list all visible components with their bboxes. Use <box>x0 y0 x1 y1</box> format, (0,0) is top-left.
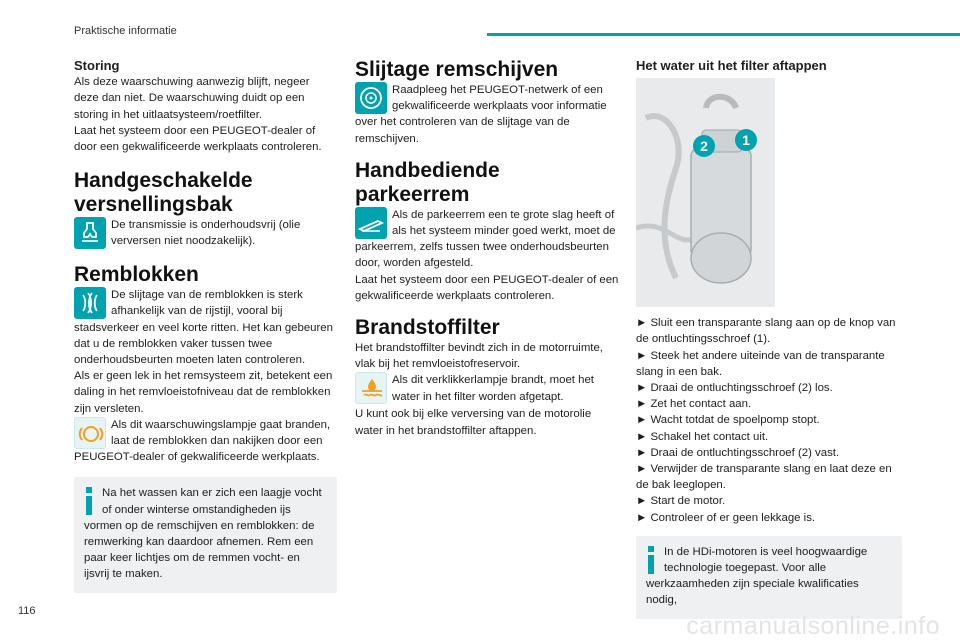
pads-text: De slijtage van de remblokken is sterk afhankelijk van de rijstijl, vooral bij stadsverkeer en veel korte ritten. Het kan gebeuren dat u de remblokken vaker tussen twee onderhoudsbeurten moeten laten controleren. <box>74 289 333 367</box>
page-number: 116 <box>18 605 36 617</box>
parking-brake-icon <box>355 207 387 239</box>
step-item: ► Verwijder de transparante slang en laat deze en de bak leeglopen. <box>636 463 892 492</box>
step-item: ► Wacht totdat de spoelpomp stopt. <box>636 414 820 427</box>
header-accent-bar <box>487 33 960 36</box>
header-title: Praktische informatie <box>74 25 177 37</box>
column-3 <box>636 58 902 619</box>
drain-steps <box>636 315 902 526</box>
parking-text-2: Laat het systeem door een PEUGEOT-dealer of een gekwalificeerde werkplaats controleren. <box>355 273 619 302</box>
column-1 <box>74 58 337 593</box>
storing-text: Als deze waarschuwing aanwezig blijft, negeer deze dan niet. De waarschuwing duidt op een storing in het uitlaatsysteem/roetfilter. <box>74 76 310 121</box>
info-box-text: In de HDi-motoren is veel hoogwaardige technologie toegepast. Voor alle werkzaamheden zijn speciale kwalificaties nodig, <box>646 545 868 607</box>
parking-text: Als de parkeerrem een te grote slag heeft of als het systeem minder goed werkt, moet de parkeerrem, zelfs tussen twee onderhoudsbeurten door, worden afgesteld. <box>355 208 616 270</box>
brake-pads-icon <box>74 287 106 319</box>
parking-title: Handbediende parkeerrem <box>355 158 500 206</box>
brake-disc-icon <box>355 82 387 114</box>
pads-text-2: Als er geen lek in het remsysteem zit, betekent een daling in het remvloeistofniveau dat de remblokken zijn versleten. <box>74 370 333 415</box>
discs-text: Raadpleeg het PEUGEOT-netwerk of een gekwalificeerde werkplaats voor informatie over het controleren van de slijtage van de remschijven. <box>355 84 607 145</box>
pads-warning-text: Als dit waarschuwingslampje gaat branden, laat de remblokken dan nakijken door een PEUGEOT-dealer of gekwalificeerde werkplaats. <box>74 418 331 464</box>
step-item: ► Draai de ontluchtingsschroef (2) vast. <box>636 446 840 459</box>
step-item: ► Steek het andere uiteinde van de transparante slang in een bak. <box>636 349 885 378</box>
fuel-text-2: U kunt ook bij elke verversing van de motorolie water in het brandstoffilter aftappen. <box>355 408 592 437</box>
fuel-text: Het brandstoffilter bevindt zich in de motorruimte, vlak bij het remvloeistofreservoir. <box>355 342 603 371</box>
fuel-filter-illustration <box>636 78 775 307</box>
info-box-hdi <box>636 536 902 619</box>
gearbox-title: Handgeschakelde versnellingsbak <box>74 169 253 217</box>
watermark: carmanualsonline.info <box>686 612 940 640</box>
step-item: ► Zet het contact aan. <box>636 398 752 411</box>
badge-1: 1 <box>742 132 750 149</box>
fuel-title: Brandstoffilter <box>355 316 500 340</box>
discs-title: Slijtage remschijven <box>355 58 559 81</box>
gearbox-icon <box>74 217 106 249</box>
brake-warning-icon <box>74 417 106 449</box>
step-item: ► Draai de ontluchtingsschroef (2) los. <box>636 382 833 395</box>
drain-title: Het water uit het filter aftappen <box>636 58 827 73</box>
info-icon <box>646 546 656 574</box>
step-item: ► Controleer of er geen lekkage is. <box>636 511 816 524</box>
gearbox-text: De transmissie is onderhoudsvrij (olie verversen niet noodzakelijk). <box>111 219 301 248</box>
step-item: ► Schakel het contact uit. <box>636 430 769 443</box>
info-box-brakes <box>74 477 337 592</box>
column-2 <box>355 58 619 451</box>
storing-text-2: Laat het systeem door een PEUGEOT-dealer of door een gekwalificeerde werkplaats controleren. <box>74 124 322 154</box>
step-item: ► Start de motor. <box>636 495 726 508</box>
step-item: ► Sluit een transparante slang aan op de knop van de ontluchtingsschroef (1). <box>636 317 896 346</box>
info-icon <box>84 487 94 515</box>
pads-title: Remblokken <box>74 263 199 287</box>
info-box-text: Na het wassen kan er zich een laagje vocht of onder winterse omstandigheden ijs vormen op de remschijven en remblokken: de remwerking kan daardoor afnemen. Rem een paar keer lichtjes om de remmen vocht- en ijsvrij te maken. <box>84 487 322 581</box>
badge-2: 2 <box>700 138 708 155</box>
storing-title: Storing <box>74 58 120 73</box>
water-in-fuel-icon <box>355 372 387 404</box>
fuel-warning-text: Als dit verklikkerlampje brandt, moet het water in het filter worden afgetapt. <box>392 374 594 403</box>
